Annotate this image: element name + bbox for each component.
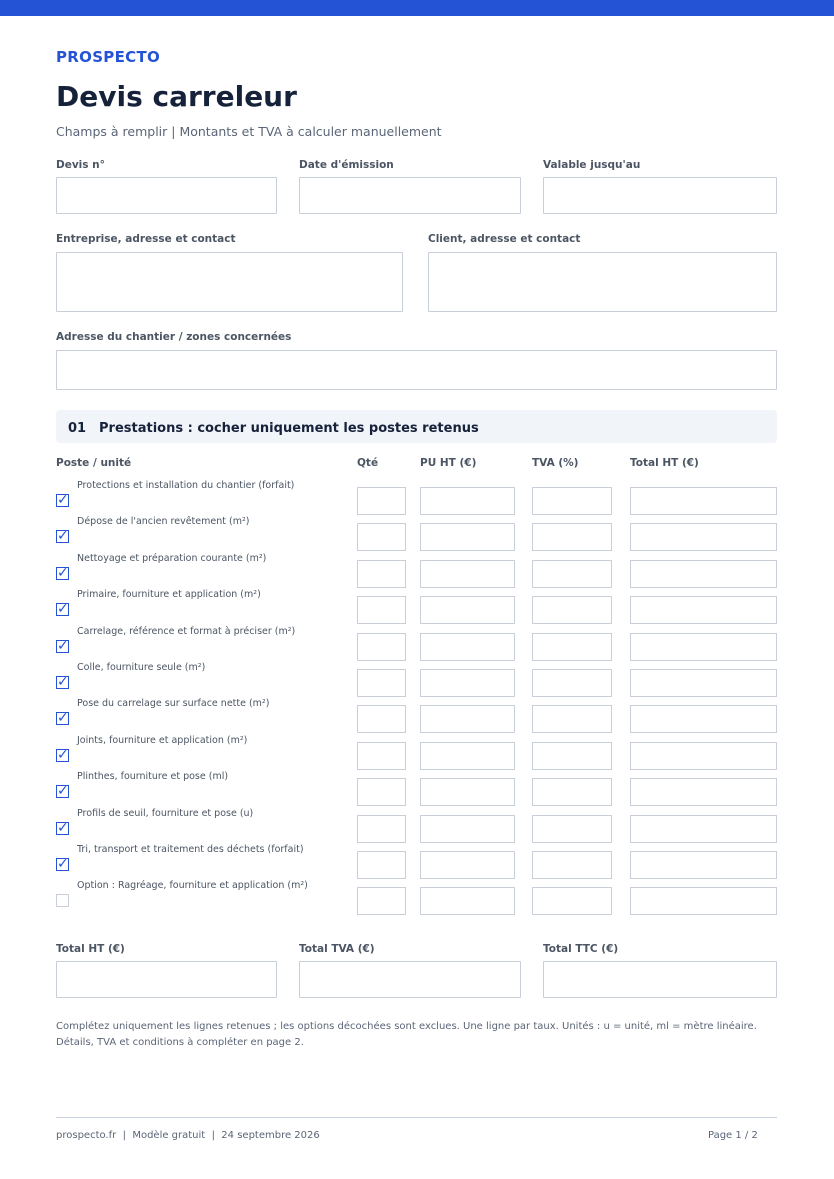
company-label: Entreprise, adresse et contact <box>56 233 236 245</box>
total-ht-cell[interactable] <box>630 523 777 551</box>
qty-cell[interactable] <box>357 487 406 515</box>
row-label: Plinthes, fourniture et pose (ml) <box>77 771 229 783</box>
qty-cell[interactable] <box>357 669 406 697</box>
row-checkbox[interactable] <box>56 637 69 654</box>
qty-cell[interactable] <box>357 523 406 551</box>
total-ttc-label: Total TTC (€) <box>543 943 619 955</box>
client-field[interactable] <box>428 252 777 312</box>
vat-cell[interactable] <box>532 705 612 733</box>
unit-price-cell[interactable] <box>420 596 515 624</box>
row-label: Option : Ragréage, fourniture et application (m²) <box>77 880 308 892</box>
section-number: 01 <box>68 421 87 436</box>
checkmark-icon: ✓ <box>57 492 69 508</box>
valid-until-label: Valable jusqu'au <box>543 159 641 171</box>
checkmark-icon: ✓ <box>57 674 69 690</box>
row-label: Colle, fourniture seule (m²) <box>77 662 206 673</box>
page-subtitle: Champs à remplir | Montants et TVA à calculer manuellement <box>56 124 442 139</box>
vat-cell[interactable] <box>532 596 612 624</box>
row-checkbox[interactable] <box>56 676 69 689</box>
row-checkbox[interactable] <box>56 494 69 507</box>
total-ht-cell[interactable] <box>630 669 777 697</box>
table-row <box>0 553 834 589</box>
qty-cell[interactable] <box>357 815 406 843</box>
company-field[interactable] <box>56 252 403 312</box>
instructions-line-1: Complétez uniquement les lignes retenues ; les options décochées sont exclues. Une ligne par taux. Unités : u = unité, ml = mètre linéaire. <box>56 1021 757 1032</box>
total-ht-cell[interactable] <box>630 705 777 733</box>
section-title: Prestations : cocher uniquement les postes retenus <box>99 421 479 436</box>
table-row <box>0 844 834 880</box>
top-accent-bar <box>0 0 834 16</box>
vat-cell[interactable] <box>532 633 612 661</box>
row-label: Profils de seuil, fourniture et pose (u) <box>77 807 254 819</box>
table-row <box>0 516 834 552</box>
row-checkbox[interactable] <box>56 530 69 543</box>
total-ht-cell[interactable] <box>630 851 777 879</box>
valid-until-field[interactable] <box>543 177 777 214</box>
row-label: Nettoyage et préparation courante (m²) <box>77 552 267 564</box>
total-ht-cell[interactable] <box>630 742 777 770</box>
checkmark-icon: ✓ <box>57 746 69 763</box>
unit-price-cell[interactable] <box>420 560 515 588</box>
unit-price-cell[interactable] <box>420 487 515 515</box>
row-label: Tri, transport et traitement des déchets (forfait) <box>77 844 304 855</box>
unit-price-cell[interactable] <box>420 742 515 770</box>
site-address-field[interactable] <box>56 350 777 390</box>
unit-price-cell[interactable] <box>420 887 515 915</box>
row-checkbox[interactable] <box>56 819 69 836</box>
vat-cell[interactable] <box>532 560 612 588</box>
total-ttc-field[interactable] <box>543 961 777 998</box>
checkmark-icon: ✓ <box>57 601 69 618</box>
total-tva-label: Total TVA (€) <box>299 943 375 955</box>
vat-cell[interactable] <box>532 887 612 915</box>
qty-cell[interactable] <box>357 851 406 879</box>
total-ht-cell[interactable] <box>630 887 777 915</box>
table-row <box>0 771 834 807</box>
table-row <box>0 698 834 734</box>
column-header-total-ht: Total HT (€) <box>630 457 699 469</box>
row-checkbox[interactable] <box>56 858 69 871</box>
vat-cell[interactable] <box>532 778 612 806</box>
column-header-poste: Poste / unité <box>56 457 132 469</box>
row-checkbox[interactable] <box>56 894 69 907</box>
unit-price-cell[interactable] <box>420 815 515 843</box>
row-label: Primaire, fourniture et application (m²) <box>77 589 261 601</box>
unit-price-cell[interactable] <box>420 778 515 806</box>
qty-cell[interactable] <box>357 633 406 661</box>
checkmark-icon: ✓ <box>57 637 69 654</box>
qty-cell[interactable] <box>357 887 406 915</box>
total-ht-cell[interactable] <box>630 778 777 806</box>
client-label: Client, adresse et contact <box>428 233 581 245</box>
checkmark-icon: ✓ <box>57 819 69 836</box>
table-row <box>0 626 834 662</box>
vat-cell[interactable] <box>532 815 612 843</box>
unit-price-cell[interactable] <box>420 851 515 879</box>
row-checkbox[interactable] <box>56 603 69 616</box>
column-header-pu-ht: PU HT (€) <box>420 457 477 469</box>
row-checkbox[interactable] <box>56 564 69 581</box>
table-row <box>0 662 834 698</box>
table-row <box>0 735 834 771</box>
site-address-label: Adresse du chantier / zones concernées <box>56 331 292 343</box>
total-ht-cell[interactable] <box>630 596 777 624</box>
table-row <box>0 480 834 516</box>
row-checkbox[interactable] <box>56 785 69 798</box>
footer-divider <box>56 1117 777 1118</box>
checkmark-icon: ✓ <box>57 710 69 727</box>
qty-cell[interactable] <box>357 596 406 624</box>
row-label: Protections et installation du chantier (forfait) <box>77 480 295 491</box>
devis-number-field[interactable] <box>56 177 277 214</box>
total-ht-label: Total HT (€) <box>56 943 125 955</box>
section-header <box>56 410 777 443</box>
checkmark-icon: ✓ <box>57 856 69 872</box>
total-ht-cell[interactable] <box>630 560 777 588</box>
instructions-note <box>56 1019 757 1051</box>
row-label: Dépose de l'ancien revêtement (m²) <box>77 516 250 528</box>
qty-cell[interactable] <box>357 742 406 770</box>
issue-date-field[interactable] <box>299 177 521 214</box>
unit-price-cell[interactable] <box>420 669 515 697</box>
total-tva-field[interactable] <box>299 961 521 998</box>
page-title: Devis carreleur <box>56 80 297 113</box>
unit-price-cell[interactable] <box>420 633 515 661</box>
row-label: Pose du carrelage sur surface nette (m²) <box>77 698 270 710</box>
table-row <box>0 589 834 625</box>
unit-price-cell[interactable] <box>420 523 515 551</box>
row-checkbox[interactable] <box>56 712 69 725</box>
column-header-qte: Qté <box>357 457 379 469</box>
row-checkbox[interactable] <box>56 746 69 763</box>
footer-info: prospecto.fr | Modèle gratuit | 24 septembre 2026 <box>56 1130 320 1141</box>
total-ht-cell[interactable] <box>630 487 777 515</box>
total-ht-cell[interactable] <box>630 633 777 661</box>
qty-cell[interactable] <box>357 560 406 588</box>
total-ht-cell[interactable] <box>630 815 777 843</box>
table-row <box>0 808 834 844</box>
issue-date-label: Date d'émission <box>299 159 394 171</box>
checkmark-icon: ✓ <box>57 564 69 581</box>
brand-name: PROSPECTO <box>56 48 161 66</box>
qty-cell[interactable] <box>357 778 406 806</box>
devis-number-label: Devis n° <box>56 159 105 171</box>
row-label: Carrelage, référence et format à préciser (m²) <box>77 625 296 637</box>
unit-price-cell[interactable] <box>420 705 515 733</box>
vat-cell[interactable] <box>532 669 612 697</box>
page-number: Page 1 / 2 <box>708 1130 758 1141</box>
checkmark-icon: ✓ <box>57 528 69 545</box>
row-label: Joints, fourniture et application (m²) <box>77 734 248 746</box>
table-row <box>0 880 834 916</box>
column-header-tva: TVA (%) <box>532 457 579 469</box>
qty-cell[interactable] <box>357 705 406 733</box>
total-ht-field[interactable] <box>56 961 277 998</box>
instructions-line-2: Détails, TVA et conditions à compléter en page 2. <box>56 1037 304 1048</box>
vat-cell[interactable] <box>532 523 612 551</box>
vat-cell[interactable] <box>532 851 612 879</box>
vat-cell[interactable] <box>532 487 612 515</box>
checkmark-icon: ✓ <box>57 783 69 800</box>
vat-cell[interactable] <box>532 742 612 770</box>
